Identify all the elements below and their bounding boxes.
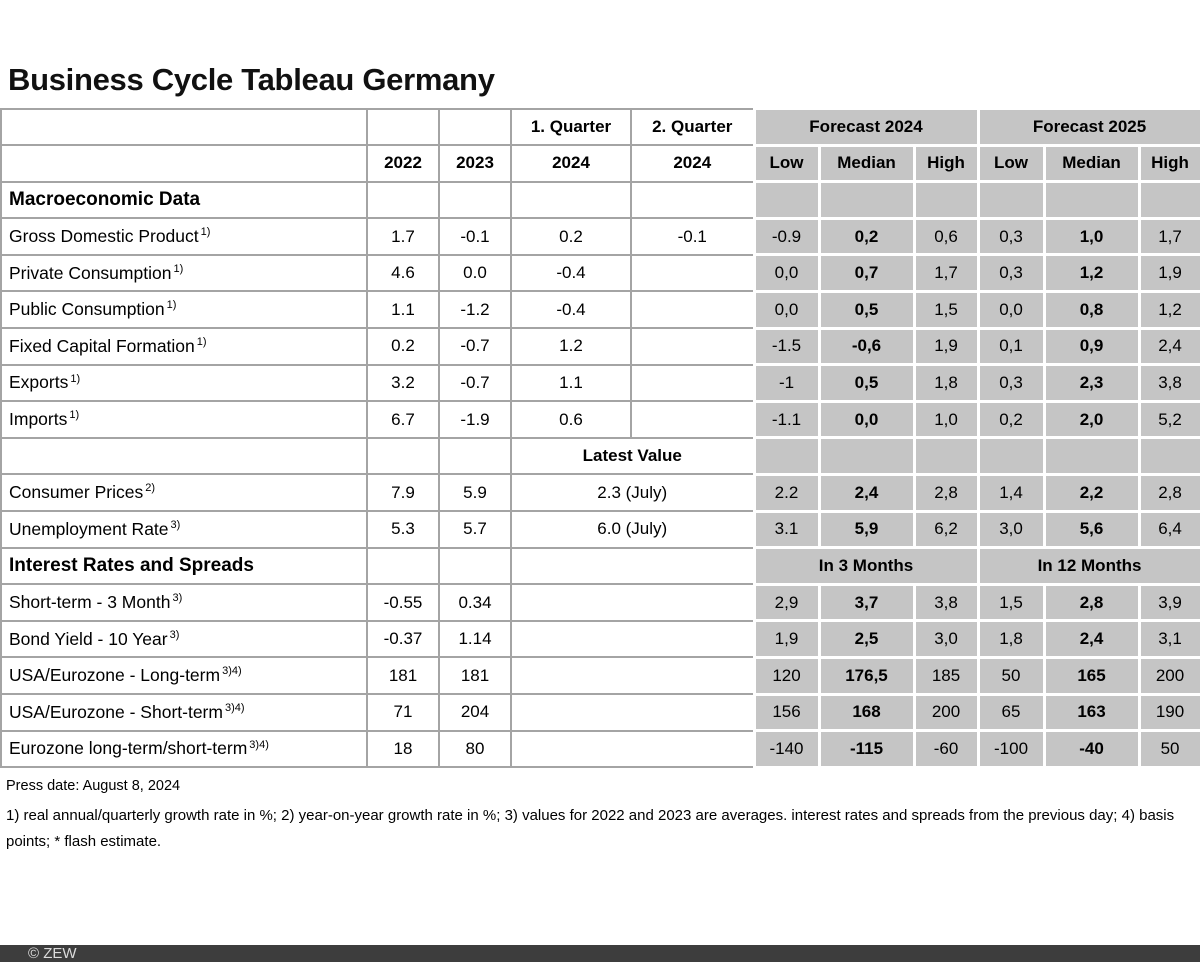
- forecast-low-2: 1,8: [978, 621, 1044, 658]
- row-label: [1, 657, 367, 694]
- forecast-median-2: 2,4: [1044, 621, 1139, 658]
- row-label-text: Private Consumption: [9, 262, 172, 283]
- value-q2-2024: [631, 328, 754, 365]
- forecast-median-1: 0,5: [819, 291, 914, 328]
- forecast-low-2: 1,4: [978, 474, 1044, 511]
- value-q2-2024: [631, 365, 754, 402]
- forecast-empty-cell: [978, 182, 1044, 219]
- value-2023: 181: [439, 657, 511, 694]
- col-header-forecast-2025: Forecast 2025: [978, 109, 1200, 146]
- row-label: [1, 731, 367, 768]
- forecast-median-2: 5,6: [1044, 511, 1139, 548]
- row-label-text: Interest Rates and Spreads: [9, 554, 254, 576]
- value-latest: Latest Value: [511, 438, 754, 475]
- forecast-median-2: 2,3: [1044, 365, 1139, 402]
- row-label: [1, 511, 367, 548]
- forecast-high-2: 3,9: [1139, 584, 1200, 621]
- value-2022: 1.7: [367, 218, 439, 255]
- row-consumer-prices: [1, 474, 1200, 511]
- row-label-text: Eurozone long-term/short-term: [9, 738, 248, 759]
- value-2023: 0.34: [439, 584, 511, 621]
- value-2022: 5.3: [367, 511, 439, 548]
- row-usa-eurozone-long-term: [1, 657, 1200, 694]
- forecast-median-1: 0,0: [819, 401, 914, 438]
- bottom-bar: [0, 945, 1200, 962]
- col-header-low-2024: Low: [754, 145, 819, 182]
- header-row-years: [1, 145, 1200, 182]
- value-2022: [367, 438, 439, 475]
- value-q1-2024: [511, 182, 631, 219]
- row-eurozone-long-term-short-term: [1, 731, 1200, 768]
- forecast-low-1: 2.2: [754, 474, 819, 511]
- forecast-empty-cell: [1044, 182, 1139, 219]
- forecast-low-2: 0,3: [978, 365, 1044, 402]
- row-bond-yield-10-year: [1, 621, 1200, 658]
- empty-header-cell: [1, 145, 367, 182]
- value-2023: -1.2: [439, 291, 511, 328]
- value-2022: 18: [367, 731, 439, 768]
- forecast-median-1: 5,9: [819, 511, 914, 548]
- value-2023: -0.7: [439, 365, 511, 402]
- value-2023: [439, 182, 511, 219]
- row-label-text: Consumer Prices: [9, 482, 144, 503]
- row-label-text: USA/Eurozone - Long-term: [9, 665, 221, 686]
- value-q1-2024: -0.4: [511, 291, 631, 328]
- forecast-low-1: -1.5: [754, 328, 819, 365]
- row-label: [1, 438, 367, 475]
- forecast-median-1: 176,5: [819, 657, 914, 694]
- footnote-ref: 1): [196, 336, 207, 349]
- empty-header-cell: [367, 109, 439, 146]
- forecast-median-2: 0,8: [1044, 291, 1139, 328]
- value-2022: -0.37: [367, 621, 439, 658]
- forecast-low-2: 50: [978, 657, 1044, 694]
- row-label: [1, 291, 367, 328]
- value-q1-2024: 1.2: [511, 328, 631, 365]
- col-header-quarter-1: 1. Quarter: [511, 109, 631, 146]
- col-header-2024-q1: 2024: [511, 145, 631, 182]
- row-label: [1, 328, 367, 365]
- row-public-consumption: [1, 291, 1200, 328]
- row-label-text: Gross Domestic Product: [9, 226, 199, 247]
- row-usa-eurozone-short-term: [1, 694, 1200, 731]
- row-imports: [1, 401, 1200, 438]
- forecast-median-1: -0,6: [819, 328, 914, 365]
- forecast-median-2: 1,2: [1044, 255, 1139, 292]
- forecast-high-2: 5,2: [1139, 401, 1200, 438]
- value-q1-2024: 1.1: [511, 365, 631, 402]
- section-header: [1, 548, 367, 585]
- forecast-high-2: 2,4: [1139, 328, 1200, 365]
- row-label-text: Macroeconomic Data: [9, 188, 201, 210]
- forecast-empty-cell: [754, 182, 819, 219]
- value-latest: [511, 584, 754, 621]
- forecast-high-1: 1,7: [914, 255, 978, 292]
- value-2022: [367, 182, 439, 219]
- forecast-horizon-header: In 3 Months: [754, 548, 978, 585]
- row-private-consumption: [1, 255, 1200, 292]
- value-2022: 0.2: [367, 328, 439, 365]
- row-label: [1, 474, 367, 511]
- value-2023: -0.1: [439, 218, 511, 255]
- footnote-ref: 1): [200, 226, 211, 239]
- forecast-median-1: 3,7: [819, 584, 914, 621]
- value-2022: 3.2: [367, 365, 439, 402]
- row-short-term-3-month: [1, 584, 1200, 621]
- forecast-high-2: 2,8: [1139, 474, 1200, 511]
- forecast-low-1: 1,9: [754, 621, 819, 658]
- forecast-high-2: 1,9: [1139, 255, 1200, 292]
- forecast-median-2: -40: [1044, 731, 1139, 768]
- forecast-low-1: -0.9: [754, 218, 819, 255]
- value-2023: 1.14: [439, 621, 511, 658]
- forecast-high-1: 2,8: [914, 474, 978, 511]
- forecast-high-1: 1,8: [914, 365, 978, 402]
- forecast-median-2: 2,2: [1044, 474, 1139, 511]
- value-q2-2024: [631, 401, 754, 438]
- row-label-text: Fixed Capital Formation: [9, 335, 195, 356]
- forecast-low-1: 0,0: [754, 255, 819, 292]
- footnote-ref: 3): [172, 592, 183, 605]
- forecast-low-2: 1,5: [978, 584, 1044, 621]
- footnote-ref: 3): [170, 519, 181, 531]
- forecast-empty-cell: [914, 182, 978, 219]
- forecast-high-2: 3,8: [1139, 365, 1200, 402]
- value-q1-2024: 0.6: [511, 401, 631, 438]
- forecast-low-2: 0,0: [978, 291, 1044, 328]
- row-fixed-capital-formation: [1, 328, 1200, 365]
- forecast-empty-cell: [754, 438, 819, 475]
- row-label: [1, 255, 367, 292]
- forecast-empty-cell: [819, 438, 914, 475]
- footnote-ref: 3)4): [249, 738, 269, 751]
- value-latest: 6.0 (July): [511, 511, 754, 548]
- forecast-median-2: 165: [1044, 657, 1139, 694]
- value-2022: [367, 548, 439, 585]
- row-label: [1, 621, 367, 658]
- value-2022: 1.1: [367, 291, 439, 328]
- header-row-quarters: [1, 109, 1200, 146]
- footnote-ref: 1): [69, 409, 80, 422]
- row-label: [1, 401, 367, 438]
- footnote-ref: 1): [173, 262, 184, 275]
- footnote-ref: 1): [70, 372, 81, 385]
- forecast-empty-cell: [819, 182, 914, 219]
- forecast-low-1: -1.1: [754, 401, 819, 438]
- row-label-text: Short-term - 3 Month: [9, 592, 171, 613]
- value-2022: 7.9: [367, 474, 439, 511]
- forecast-median-1: 0,5: [819, 365, 914, 402]
- value-2023: 204: [439, 694, 511, 731]
- value-2023: 80: [439, 731, 511, 768]
- value-q2-2024: -0.1: [631, 218, 754, 255]
- footnotes: 1) real annual/quarterly growth rate in %; 2) year-on-year growth rate in %; 3) values for 2022 and 2023 are averages. interest rates and spreads from the previous day; 4) basis points; * flash estimate.: [6, 806, 1175, 850]
- copyright-label: © ZEW: [28, 945, 77, 962]
- row-label-text: Unemployment Rate: [9, 518, 169, 539]
- forecast-high-1: 1,5: [914, 291, 978, 328]
- forecast-high-2: 1,7: [1139, 218, 1200, 255]
- col-header-high-2025: High: [1139, 145, 1200, 182]
- value-2022: -0.55: [367, 584, 439, 621]
- forecast-low-2: 0,3: [978, 218, 1044, 255]
- col-header-forecast-2024: Forecast 2024: [754, 109, 978, 146]
- row-label-text: Exports: [9, 372, 69, 393]
- forecast-high-1: 3,0: [914, 621, 978, 658]
- forecast-low-2: 0,3: [978, 255, 1044, 292]
- row-label-text: Public Consumption: [9, 299, 165, 320]
- value-q2-2024: [631, 182, 754, 219]
- forecast-low-1: -1: [754, 365, 819, 402]
- page-title: Business Cycle Tableau Germany: [8, 62, 495, 97]
- row-unemployment-rate: [1, 511, 1200, 548]
- forecast-low-1: 156: [754, 694, 819, 731]
- forecast-high-1: 6,2: [914, 511, 978, 548]
- footnote-ref: 1): [166, 299, 177, 312]
- section-header: [1, 182, 367, 219]
- col-header-2022: 2022: [367, 145, 439, 182]
- col-header-quarter-2: 2. Quarter: [631, 109, 754, 146]
- forecast-empty-cell: [1044, 438, 1139, 475]
- row-interest-rates-and-spreads: [1, 548, 1200, 585]
- footnote-ref: 3): [169, 628, 180, 641]
- footnote-ref: 2): [145, 482, 155, 495]
- row-label-text: Imports: [9, 409, 68, 430]
- row-latest-value: [1, 438, 1200, 475]
- forecast-high-1: 200: [914, 694, 978, 731]
- col-header-low-2025: Low: [978, 145, 1044, 182]
- tableau-table: [0, 107, 1200, 769]
- forecast-median-1: 168: [819, 694, 914, 731]
- footnote-ref: 3)4): [222, 665, 242, 678]
- forecast-empty-cell: [914, 438, 978, 475]
- value-q2-2024: [631, 255, 754, 292]
- forecast-high-2: 3,1: [1139, 621, 1200, 658]
- forecast-low-2: 3,0: [978, 511, 1044, 548]
- value-latest: 2.3 (July): [511, 474, 754, 511]
- forecast-median-1: 2,5: [819, 621, 914, 658]
- forecast-median-2: 2,8: [1044, 584, 1139, 621]
- forecast-high-2: 190: [1139, 694, 1200, 731]
- value-q2-2024: [631, 291, 754, 328]
- row-label-text: USA/Eurozone - Short-term: [9, 701, 223, 722]
- col-header-median-2025: Median: [1044, 145, 1139, 182]
- forecast-high-1: 1,9: [914, 328, 978, 365]
- forecast-median-1: 0,7: [819, 255, 914, 292]
- value-2022: 181: [367, 657, 439, 694]
- forecast-high-2: 1,2: [1139, 291, 1200, 328]
- row-label: [1, 584, 367, 621]
- forecast-high-1: 185: [914, 657, 978, 694]
- row-label: [1, 365, 367, 402]
- value-latest: [511, 548, 754, 585]
- value-2022: 4.6: [367, 255, 439, 292]
- forecast-high-1: -60: [914, 731, 978, 768]
- forecast-high-1: 1,0: [914, 401, 978, 438]
- forecast-high-1: 0,6: [914, 218, 978, 255]
- forecast-median-2: 0,9: [1044, 328, 1139, 365]
- value-2022: 71: [367, 694, 439, 731]
- col-header-2024-q2: 2024: [631, 145, 754, 182]
- value-latest: [511, 694, 754, 731]
- forecast-empty-cell: [1139, 438, 1200, 475]
- forecast-empty-cell: [978, 438, 1044, 475]
- footnote-ref: 3)4): [224, 701, 245, 714]
- value-latest: [511, 621, 754, 658]
- forecast-low-1: 2,9: [754, 584, 819, 621]
- col-header-2023: 2023: [439, 145, 511, 182]
- forecast-high-1: 3,8: [914, 584, 978, 621]
- value-2023: [439, 438, 511, 475]
- forecast-low-1: -140: [754, 731, 819, 768]
- row-label-text: Bond Yield - 10 Year: [9, 628, 168, 649]
- row-exports: [1, 365, 1200, 402]
- forecast-low-2: 0,1: [978, 328, 1044, 365]
- forecast-low-1: 120: [754, 657, 819, 694]
- value-q1-2024: -0.4: [511, 255, 631, 292]
- row-label: [1, 694, 367, 731]
- forecast-low-2: 0,2: [978, 401, 1044, 438]
- row-label: [1, 218, 367, 255]
- value-latest: [511, 657, 754, 694]
- value-latest: [511, 731, 754, 768]
- empty-header-cell: [439, 109, 511, 146]
- forecast-horizon-header: In 12 Months: [978, 548, 1200, 585]
- value-2023: -1.9: [439, 401, 511, 438]
- forecast-low-1: 0,0: [754, 291, 819, 328]
- forecast-high-2: 50: [1139, 731, 1200, 768]
- business-cycle-tableau-page: [0, 62, 1200, 855]
- forecast-high-2: 6,4: [1139, 511, 1200, 548]
- press-date: Press date: August 8, 2024: [6, 777, 181, 794]
- value-2023: 5.7: [439, 511, 511, 548]
- value-2023: 5.9: [439, 474, 511, 511]
- value-q1-2024: 0.2: [511, 218, 631, 255]
- empty-corner-cell: [1, 109, 367, 146]
- col-header-median-2024: Median: [819, 145, 914, 182]
- forecast-low-2: 65: [978, 694, 1044, 731]
- value-2022: 6.7: [367, 401, 439, 438]
- row-macroeconomic-data: [1, 182, 1200, 219]
- forecast-median-1: 2,4: [819, 474, 914, 511]
- value-2023: -0.7: [439, 328, 511, 365]
- forecast-median-2: 1,0: [1044, 218, 1139, 255]
- value-2023: 0.0: [439, 255, 511, 292]
- forecast-median-1: -115: [819, 731, 914, 768]
- forecast-high-2: 200: [1139, 657, 1200, 694]
- forecast-median-2: 2,0: [1044, 401, 1139, 438]
- forecast-low-2: -100: [978, 731, 1044, 768]
- forecast-low-1: 3.1: [754, 511, 819, 548]
- forecast-median-1: 0,2: [819, 218, 914, 255]
- col-header-high-2024: High: [914, 145, 978, 182]
- row-gross-domestic-product: [1, 218, 1200, 255]
- value-2023: [439, 548, 511, 585]
- forecast-median-2: 163: [1044, 694, 1139, 731]
- forecast-empty-cell: [1139, 182, 1200, 219]
